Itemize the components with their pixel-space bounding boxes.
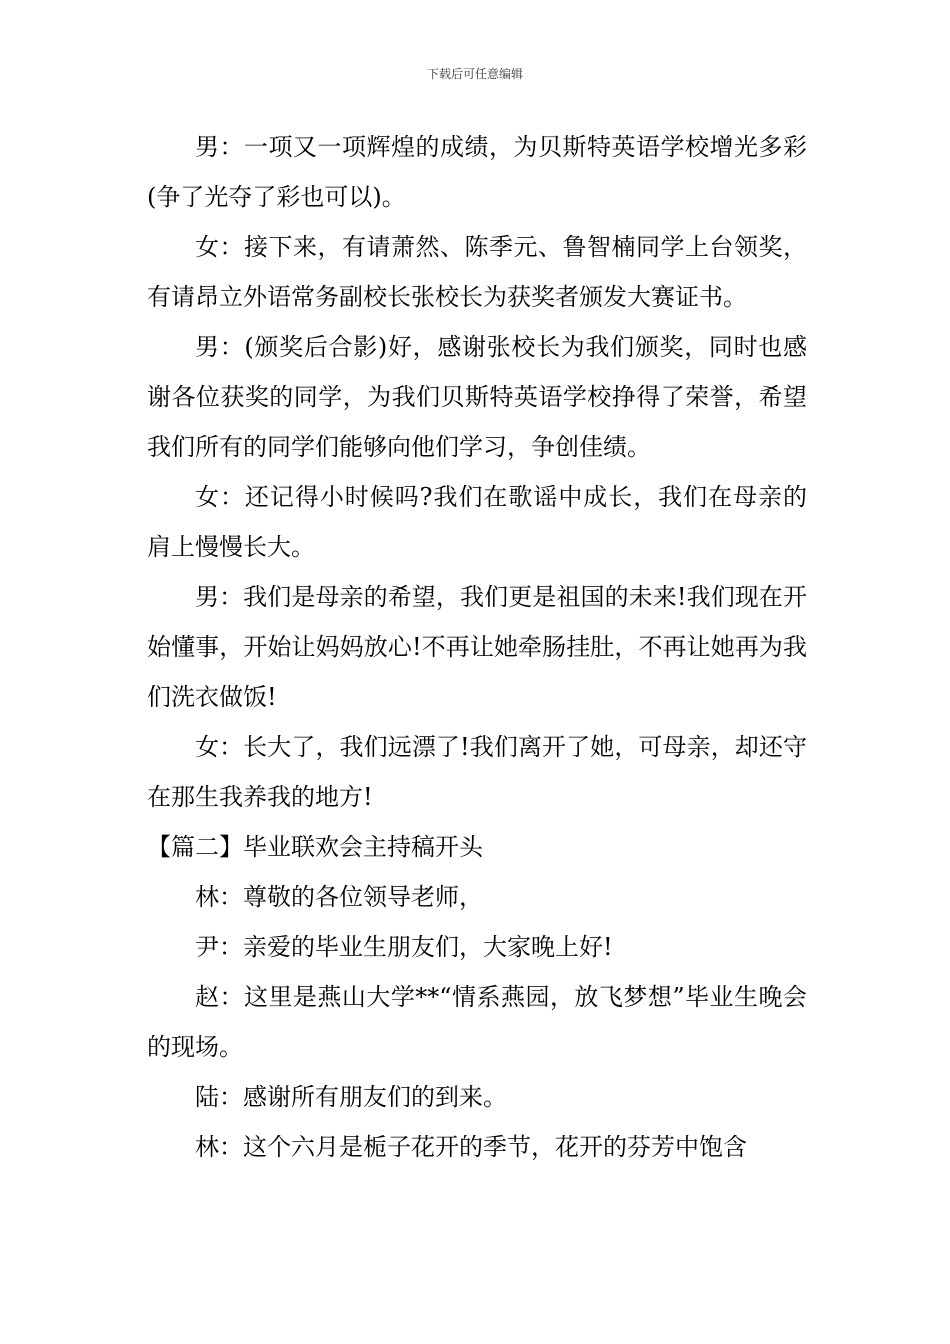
paragraph-lu-thanks: 陆：感谢所有朋友们的到来。 (195, 1083, 507, 1111)
paragraph-male-hope: 男：我们是母亲的希望，我们更是祖国的未来!我们现在开始懂事，开始让妈妈放心!不再让她牵肠挂肚，不再让她再为我们洗衣做饭! (147, 583, 807, 711)
document-body (147, 122, 807, 1172)
paragraph-female-award-invite: 女：接下来，有请萧然、陈季元、鲁智楠同学上台领奖，有请昂立外语常务副校长张校长为获奖者颁发大赛证书。 (147, 233, 807, 311)
paragraph-lin-greeting: 林：尊敬的各位领导老师， (195, 883, 483, 911)
paragraph-female-childhood: 女：还记得小时候吗?我们在歌谣中成长，我们在母亲的肩上慢慢长大。 (147, 483, 807, 561)
paragraph-yin-greeting: 尹：亲爱的毕业生朋友们，大家晚上好! (195, 933, 613, 961)
paragraph-zhao-venue: 赵：这里是燕山大学**“情系燕园，放飞梦想”毕业生晚会的现场。 (147, 983, 807, 1061)
paragraph-lin-june: 林：这个六月是栀子花开的季节，花开的芬芳中饱含 (195, 1133, 747, 1161)
section-heading: 【篇二】毕业联欢会主持稿开头 (147, 833, 483, 861)
paragraph-female-grown-up: 女：长大了，我们远漂了!我们离开了她，可母亲，却还守在那生我养我的地方! (147, 733, 807, 811)
page-header: 下载后可任意编辑 (426, 67, 523, 81)
paragraph-male-thanks: 男：(颁奖后合影)好，感谢张校长为我们颁奖，同时也感谢各位获奖的同学，为我们贝斯特英语学校挣得了荣誉，希望我们所有的同学们能够向他们学习，争创佳绩。 (147, 333, 807, 461)
paragraph-male-achievements: 男：一项又一项辉煌的成绩，为贝斯特英语学校增光多彩(争了光夺了彩也可以)。 (147, 133, 807, 211)
